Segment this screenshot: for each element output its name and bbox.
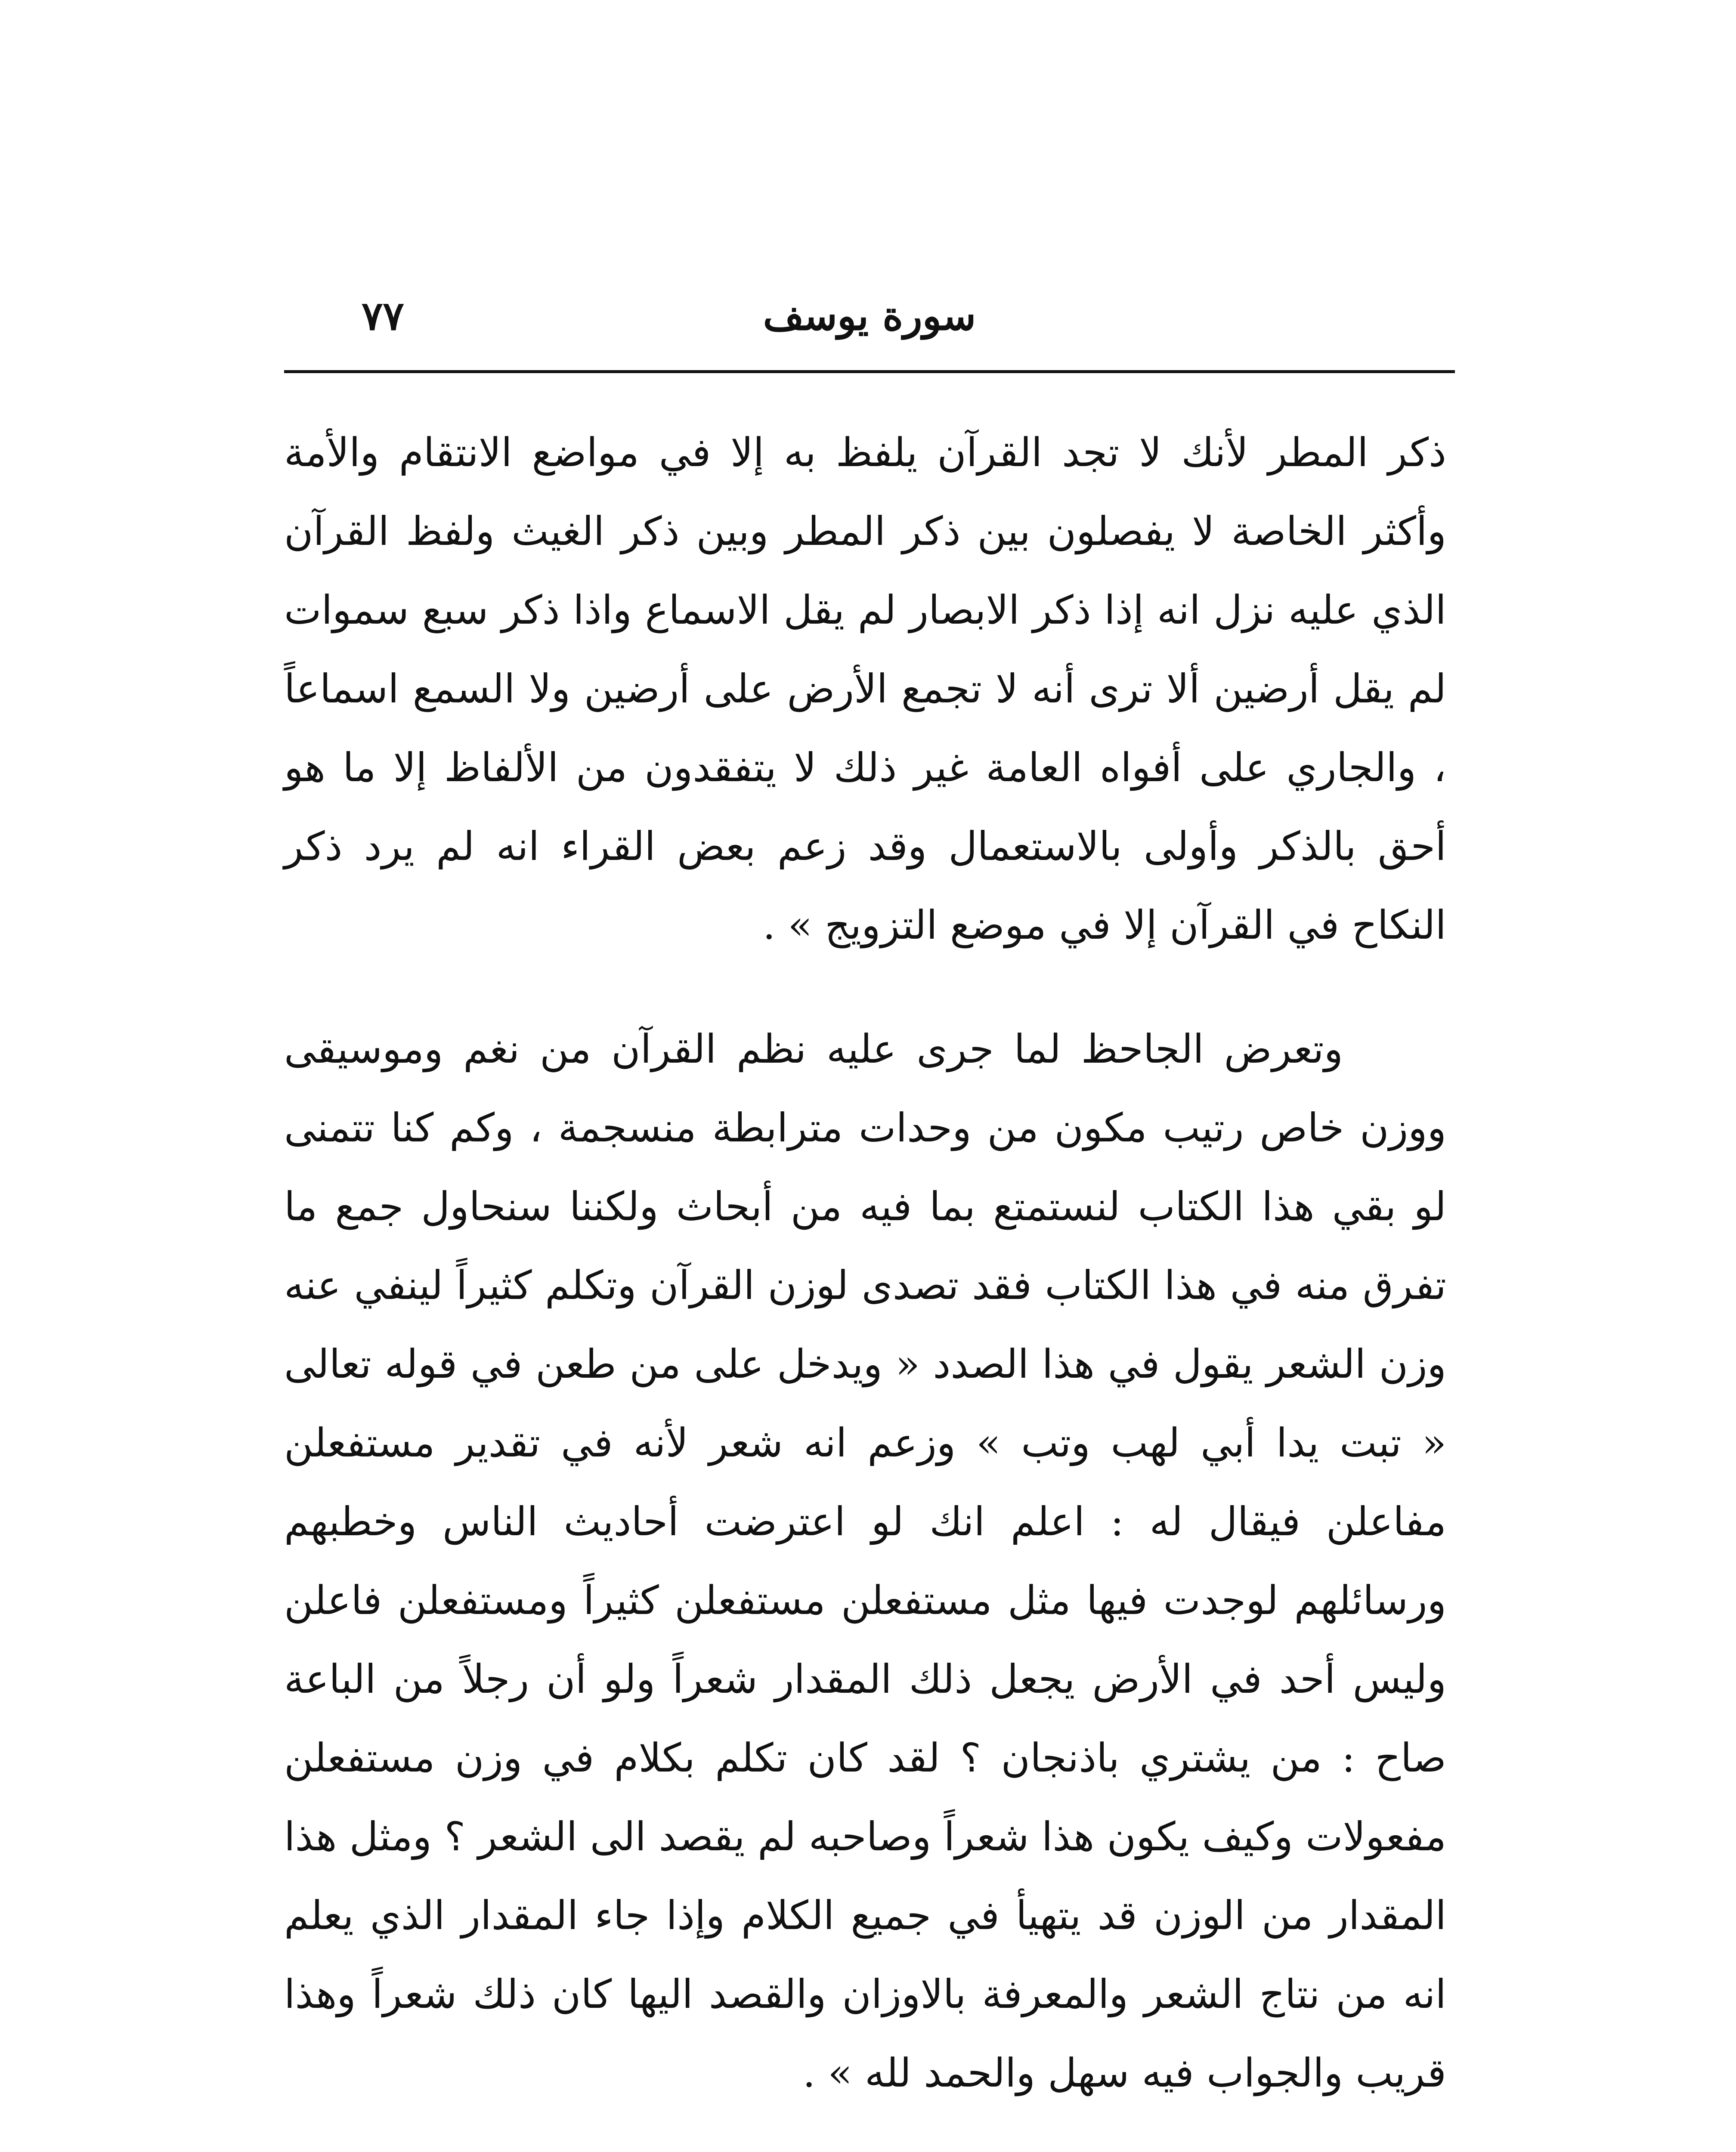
- header-rule: [284, 370, 1455, 373]
- paragraph-1: ذكر المطر لأنك لا تجد القرآن يلفظ به إلا في مواضع الانتقام والأمة وأكثر الخاصة لا يفصلون بين ذكر المطر وبين ذكر الغيث ولفظ القرآن الذي عليه نزل انه إذا ذكر الابصار لم يقل الاسماع واذا ذكر سبع سموات لم يقل أرضين ألا ترى أنه لا تجمع الأرض على أرضين ولا السمع اسماعاً ، والجاري على أفواه العامة غير ذلك لا يتفقدون من الألفاظ إلا ما هو أحق بالذكر وأولى بالاستعمال وقد زعم بعض القراء انه لم يرد ذكر النكاح في القرآن إلا في موضع التزويج » .: [284, 430, 1446, 948]
- page-number: ٧٧: [362, 293, 404, 339]
- paragraph-2: وتعرض الجاحظ لما جرى عليه نظم القرآن من نغم وموسيقى ووزن خاص رتيب مكون من وحدات مترابطة منسجمة ، وكم كنا تتمنى لو بقي هذا الكتاب لنستمتع بما فيه من أبحاث ولكننا سنحاول جمع ما تفرق منه في هذا الكتاب فقد تصدى لوزن القرآن وتكلم كثيراً لينفي عنه وزن الشعر يقول في هذا الصدد « ويدخل على من طعن في قوله تعالى « تبت يدا أبي لهب وتب » وزعم انه شعر لأنه في تقدير مستفعلن مفاعلن فيقال له : اعلم انك لو اعترضت أحاديث الناس وخطبهم ورسائلهم لوجدت فيها مثل مستفعلن مستفعلن كثيراً ومستفعلن فاعلن وليس أحد في الأرض يجعل ذلك المقدار شعراً ولو أن رجلاً من الباعة صاح : من يشتري باذنجان ؟ لقد كان تكلم بكلام في وزن مستفعلن مفعولات وكيف يكون هذا شعراً وصاحبه لم يقصد الى الشعر ؟ ومثل هذا المقدار من الوزن قد يتهيأ في جميع الكلام وإذا جاء المقدار الذي يعلم انه من نتاج الشعر والمعرفة بالاوزان والقصد اليها كان ذلك شعراً وهذا قريب والجواب فيه سهل والحمد لله » .: [284, 1026, 1447, 2096]
- page-header: [284, 275, 1455, 362]
- body-text: [284, 413, 1446, 2152]
- running-title: سورة يوسف: [763, 293, 976, 339]
